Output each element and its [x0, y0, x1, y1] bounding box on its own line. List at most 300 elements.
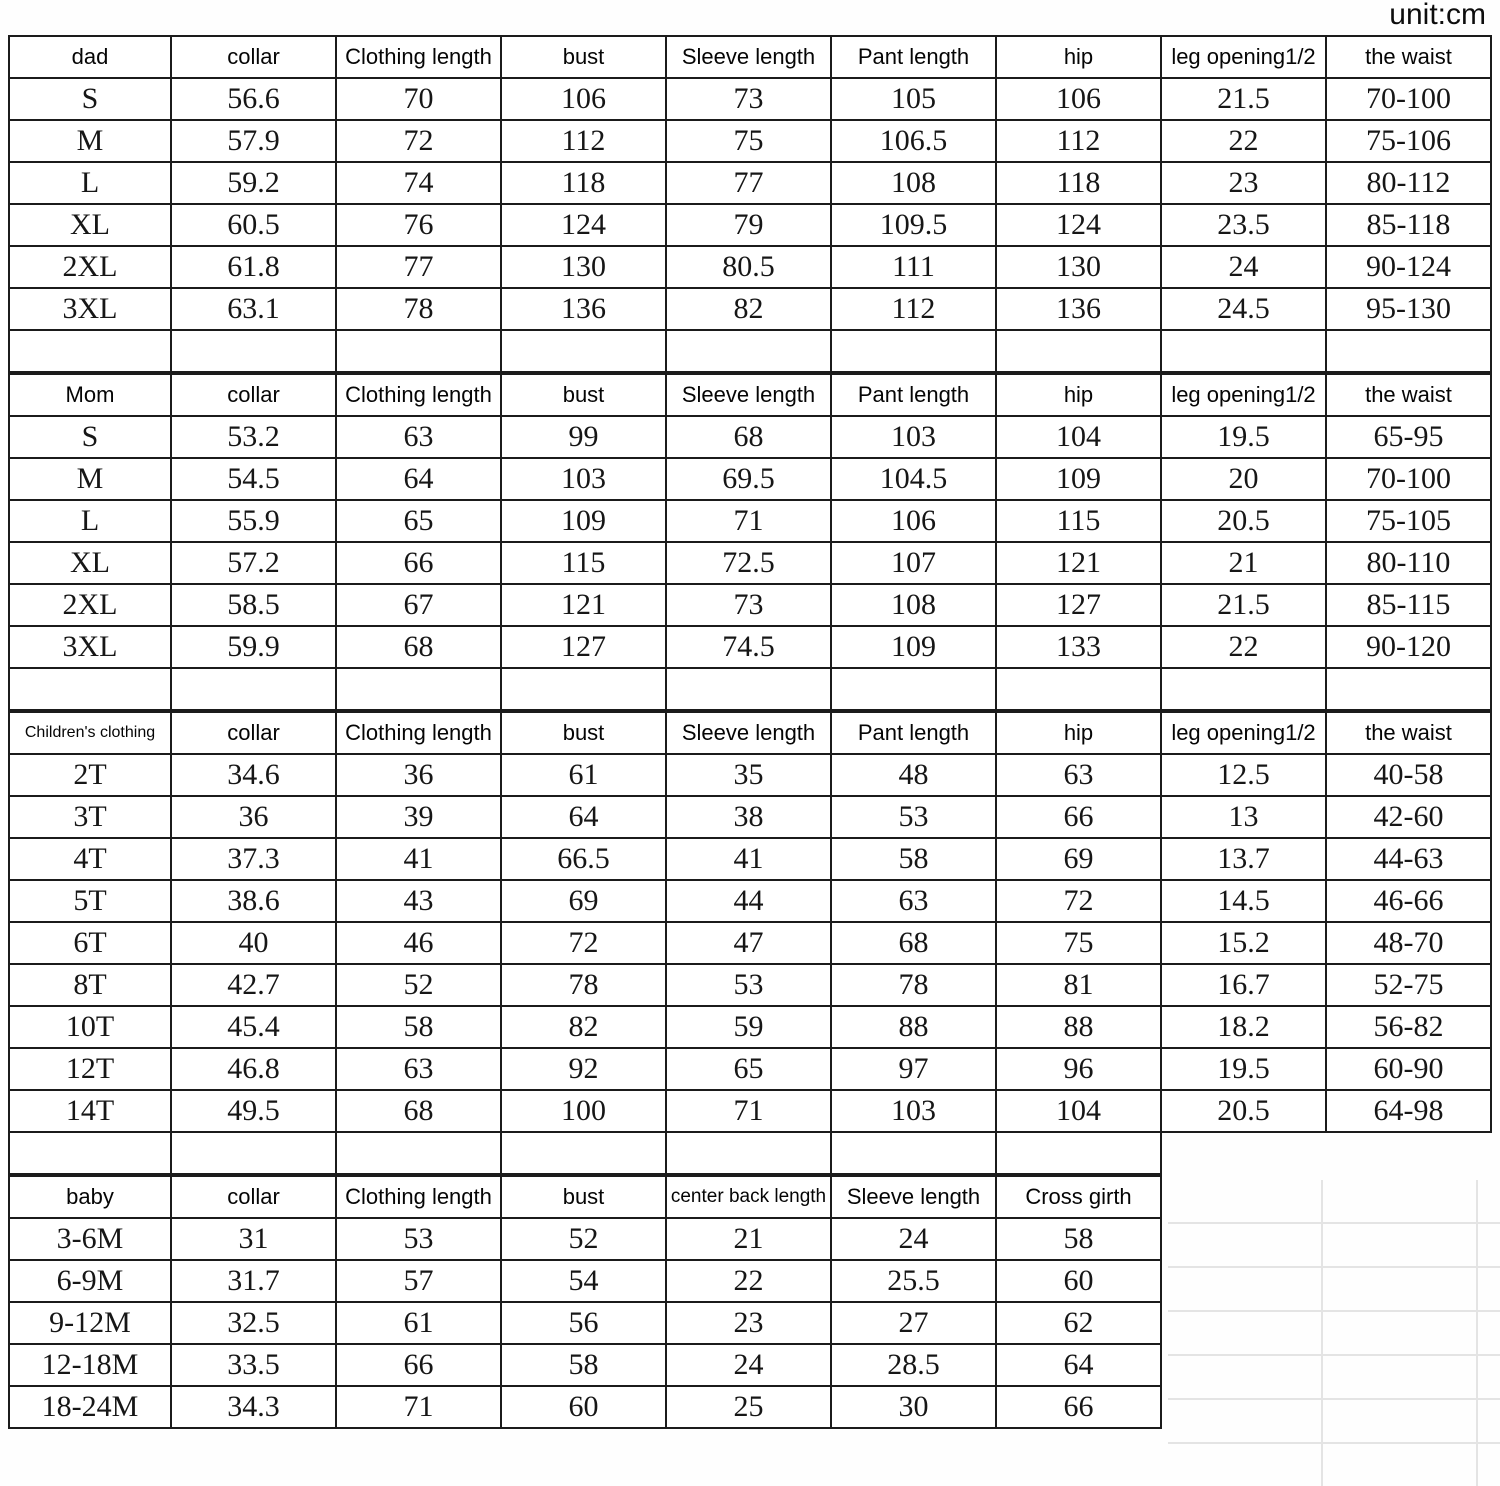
- value-cell: 57.2: [171, 542, 336, 584]
- value-cell: 40: [171, 922, 336, 964]
- value-cell: 104: [996, 1090, 1161, 1132]
- size-cell: XL: [9, 204, 171, 246]
- table-row: [9, 626, 1491, 668]
- spacer-cell: [666, 1132, 831, 1174]
- value-cell: 15.2: [1161, 922, 1326, 964]
- value-cell: 41: [336, 838, 501, 880]
- column-header: leg opening1/2: [1161, 712, 1326, 754]
- size-cell: L: [9, 162, 171, 204]
- value-cell: 80-112: [1326, 162, 1491, 204]
- value-cell: 53: [666, 964, 831, 1006]
- value-cell: 57: [336, 1260, 501, 1302]
- value-cell: 103: [501, 458, 666, 500]
- value-cell: 34.6: [171, 754, 336, 796]
- value-cell: 75: [996, 922, 1161, 964]
- value-cell: 115: [501, 542, 666, 584]
- size-cell: 18-24M: [9, 1386, 171, 1428]
- size-cell: 2T: [9, 754, 171, 796]
- spacer-cell: [171, 330, 336, 372]
- value-cell: 64: [501, 796, 666, 838]
- value-cell: 88: [996, 1006, 1161, 1048]
- value-cell: 70-100: [1326, 458, 1491, 500]
- value-cell: 41: [666, 838, 831, 880]
- value-cell: 99: [501, 416, 666, 458]
- value-cell: 38: [666, 796, 831, 838]
- value-cell: 56.6: [171, 78, 336, 120]
- value-cell: 82: [666, 288, 831, 330]
- value-cell: 77: [336, 246, 501, 288]
- spacer-cell: [9, 668, 171, 710]
- value-cell: 28.5: [831, 1344, 996, 1386]
- size-cell: 5T: [9, 880, 171, 922]
- value-cell: 39: [336, 796, 501, 838]
- value-cell: 37.3: [171, 838, 336, 880]
- spacer-cell: [336, 1132, 501, 1174]
- size-table-dad: [8, 35, 1492, 373]
- value-cell: 48: [831, 754, 996, 796]
- column-header: Clothing length: [336, 374, 501, 416]
- value-cell: 74: [336, 162, 501, 204]
- value-cell: 65: [666, 1048, 831, 1090]
- column-header: bust: [501, 36, 666, 78]
- value-cell: 52: [336, 964, 501, 1006]
- size-cell: L: [9, 500, 171, 542]
- value-cell: 115: [996, 500, 1161, 542]
- table-row: [9, 754, 1491, 796]
- value-cell: 46.8: [171, 1048, 336, 1090]
- column-header: Sleeve length: [831, 1176, 996, 1218]
- value-cell: 69.5: [666, 458, 831, 500]
- header-row-children: [9, 712, 1491, 754]
- size-cell: 12T: [9, 1048, 171, 1090]
- spacer-cell: [996, 330, 1161, 372]
- size-cell: 2XL: [9, 584, 171, 626]
- value-cell: 76: [336, 204, 501, 246]
- value-cell: 46-66: [1326, 880, 1491, 922]
- spacer-cell: [666, 668, 831, 710]
- value-cell: 109.5: [831, 204, 996, 246]
- spacer-cell: [9, 330, 171, 372]
- value-cell: 68: [831, 922, 996, 964]
- value-cell: 64: [336, 458, 501, 500]
- value-cell: 96: [996, 1048, 1161, 1090]
- value-cell: 27: [831, 1302, 996, 1344]
- value-cell: 63: [336, 1048, 501, 1090]
- size-cell: 3-6M: [9, 1218, 171, 1260]
- table-row: [9, 500, 1491, 542]
- spreadsheet-gridlines: [1168, 1180, 1500, 1486]
- value-cell: 69: [501, 880, 666, 922]
- header-row-baby: [9, 1176, 1161, 1218]
- value-cell: 124: [996, 204, 1161, 246]
- value-cell: 71: [336, 1386, 501, 1428]
- value-cell: 18.2: [1161, 1006, 1326, 1048]
- value-cell: 79: [666, 204, 831, 246]
- value-cell: 66: [336, 1344, 501, 1386]
- value-cell: 136: [501, 288, 666, 330]
- value-cell: 78: [501, 964, 666, 1006]
- value-cell: 81: [996, 964, 1161, 1006]
- value-cell: 77: [666, 162, 831, 204]
- value-cell: 20.5: [1161, 1090, 1326, 1132]
- value-cell: 31: [171, 1218, 336, 1260]
- value-cell: 64: [996, 1344, 1161, 1386]
- value-cell: 104: [996, 416, 1161, 458]
- value-cell: 52: [501, 1218, 666, 1260]
- value-cell: 78: [336, 288, 501, 330]
- value-cell: 47: [666, 922, 831, 964]
- value-cell: 71: [666, 1090, 831, 1132]
- value-cell: 19.5: [1161, 1048, 1326, 1090]
- value-cell: 42.7: [171, 964, 336, 1006]
- value-cell: 75: [666, 120, 831, 162]
- value-cell: 103: [831, 416, 996, 458]
- value-cell: 68: [336, 1090, 501, 1132]
- value-cell: 109: [501, 500, 666, 542]
- value-cell: 33.5: [171, 1344, 336, 1386]
- section-label-children: Children's clothing: [9, 712, 171, 754]
- column-header: Sleeve length: [666, 36, 831, 78]
- value-cell: 80-110: [1326, 542, 1491, 584]
- spacer-cell: [1326, 330, 1491, 372]
- spacer-cell: [501, 1132, 666, 1174]
- value-cell: 130: [996, 246, 1161, 288]
- value-cell: 112: [996, 120, 1161, 162]
- value-cell: 21.5: [1161, 78, 1326, 120]
- column-header: collar: [171, 712, 336, 754]
- value-cell: 53: [336, 1218, 501, 1260]
- size-cell: 2XL: [9, 246, 171, 288]
- size-table-baby: [8, 1175, 1162, 1429]
- value-cell: 54: [501, 1260, 666, 1302]
- spacer-cell: [501, 330, 666, 372]
- spacer-row: [9, 330, 1491, 372]
- value-cell: 24: [666, 1344, 831, 1386]
- table-row: [9, 838, 1491, 880]
- spacer-cell: [996, 668, 1161, 710]
- value-cell: 127: [996, 584, 1161, 626]
- value-cell: 66: [996, 796, 1161, 838]
- value-cell: 72: [996, 880, 1161, 922]
- value-cell: 48-70: [1326, 922, 1491, 964]
- column-header: Pant length: [831, 374, 996, 416]
- value-cell: 23.5: [1161, 204, 1326, 246]
- value-cell: 58: [501, 1344, 666, 1386]
- value-cell: 38.6: [171, 880, 336, 922]
- size-cell: M: [9, 120, 171, 162]
- value-cell: 40-58: [1326, 754, 1491, 796]
- column-header: hip: [996, 374, 1161, 416]
- column-header: the waist: [1326, 712, 1491, 754]
- value-cell: 44-63: [1326, 838, 1491, 880]
- value-cell: 22: [666, 1260, 831, 1302]
- value-cell: 12.5: [1161, 754, 1326, 796]
- size-cell: XL: [9, 542, 171, 584]
- value-cell: 14.5: [1161, 880, 1326, 922]
- size-cell: 14T: [9, 1090, 171, 1132]
- column-header: collar: [171, 36, 336, 78]
- value-cell: 124: [501, 204, 666, 246]
- value-cell: 133: [996, 626, 1161, 668]
- spacer-cell: [666, 330, 831, 372]
- spacer-row: [9, 668, 1491, 710]
- value-cell: 30: [831, 1386, 996, 1428]
- value-cell: 107: [831, 542, 996, 584]
- value-cell: 58: [831, 838, 996, 880]
- spacer-cell: [831, 1132, 996, 1174]
- value-cell: 20: [1161, 458, 1326, 500]
- size-cell: 10T: [9, 1006, 171, 1048]
- value-cell: 55.9: [171, 500, 336, 542]
- value-cell: 105: [831, 78, 996, 120]
- value-cell: 70-100: [1326, 78, 1491, 120]
- spacer-cell: [336, 330, 501, 372]
- value-cell: 24: [831, 1218, 996, 1260]
- value-cell: 72: [336, 120, 501, 162]
- value-cell: 97: [831, 1048, 996, 1090]
- value-cell: 109: [831, 626, 996, 668]
- value-cell: 44: [666, 880, 831, 922]
- value-cell: 136: [996, 288, 1161, 330]
- value-cell: 118: [996, 162, 1161, 204]
- column-header: the waist: [1326, 374, 1491, 416]
- spacer-cell: [1161, 668, 1326, 710]
- value-cell: 60.5: [171, 204, 336, 246]
- spacer-cell: [501, 668, 666, 710]
- value-cell: 73: [666, 584, 831, 626]
- value-cell: 73: [666, 78, 831, 120]
- column-header: bust: [501, 712, 666, 754]
- value-cell: 85-118: [1326, 204, 1491, 246]
- value-cell: 57.9: [171, 120, 336, 162]
- value-cell: 49.5: [171, 1090, 336, 1132]
- table-row: [9, 1386, 1161, 1428]
- table-row: [9, 584, 1491, 626]
- value-cell: 108: [831, 162, 996, 204]
- value-cell: 72: [501, 922, 666, 964]
- value-cell: 60: [501, 1386, 666, 1428]
- table-row: [9, 1344, 1161, 1386]
- size-cell: 6-9M: [9, 1260, 171, 1302]
- value-cell: 106: [996, 78, 1161, 120]
- value-cell: 100: [501, 1090, 666, 1132]
- table-row: [9, 78, 1491, 120]
- value-cell: 72.5: [666, 542, 831, 584]
- value-cell: 65-95: [1326, 416, 1491, 458]
- column-header: hip: [996, 36, 1161, 78]
- spacer-cell: [171, 668, 336, 710]
- spacer-cell: [831, 668, 996, 710]
- value-cell: 63: [336, 416, 501, 458]
- value-cell: 53: [831, 796, 996, 838]
- value-cell: 56: [501, 1302, 666, 1344]
- section-label-mom: Mom: [9, 374, 171, 416]
- value-cell: 90-124: [1326, 246, 1491, 288]
- size-cell: 3XL: [9, 288, 171, 330]
- value-cell: 23: [1161, 162, 1326, 204]
- value-cell: 109: [996, 458, 1161, 500]
- value-cell: 35: [666, 754, 831, 796]
- column-header: the waist: [1326, 36, 1491, 78]
- spacer-row: [9, 1132, 1491, 1174]
- value-cell: 75-105: [1326, 500, 1491, 542]
- size-cell: 6T: [9, 922, 171, 964]
- value-cell: 66: [336, 542, 501, 584]
- value-cell: 45.4: [171, 1006, 336, 1048]
- column-header: hip: [996, 712, 1161, 754]
- value-cell: 67: [336, 584, 501, 626]
- value-cell: 25.5: [831, 1260, 996, 1302]
- value-cell: 61.8: [171, 246, 336, 288]
- value-cell: 59: [666, 1006, 831, 1048]
- value-cell: 31.7: [171, 1260, 336, 1302]
- value-cell: 21: [666, 1218, 831, 1260]
- value-cell: 19.5: [1161, 416, 1326, 458]
- spacer-cell: [831, 330, 996, 372]
- size-cell: 12-18M: [9, 1344, 171, 1386]
- value-cell: 13: [1161, 796, 1326, 838]
- value-cell: 20.5: [1161, 500, 1326, 542]
- value-cell: 36: [336, 754, 501, 796]
- value-cell: 66.5: [501, 838, 666, 880]
- table-row: [9, 922, 1491, 964]
- table-row: [9, 964, 1491, 1006]
- section-label-dad: dad: [9, 36, 171, 78]
- size-cell: M: [9, 458, 171, 500]
- table-row: [9, 1048, 1491, 1090]
- value-cell: 112: [831, 288, 996, 330]
- value-cell: 24.5: [1161, 288, 1326, 330]
- column-header: bust: [501, 374, 666, 416]
- value-cell: 54.5: [171, 458, 336, 500]
- value-cell: 108: [831, 584, 996, 626]
- value-cell: 21: [1161, 542, 1326, 584]
- column-header: Cross girth: [996, 1176, 1161, 1218]
- value-cell: 61: [336, 1302, 501, 1344]
- value-cell: 85-115: [1326, 584, 1491, 626]
- size-cell: 3T: [9, 796, 171, 838]
- value-cell: 121: [501, 584, 666, 626]
- size-table-children: [8, 711, 1492, 1175]
- value-cell: 22: [1161, 626, 1326, 668]
- value-cell: 68: [336, 626, 501, 668]
- table-row: [9, 1006, 1491, 1048]
- value-cell: 127: [501, 626, 666, 668]
- value-cell: 34.3: [171, 1386, 336, 1428]
- value-cell: 58: [336, 1006, 501, 1048]
- column-header: collar: [171, 1176, 336, 1218]
- value-cell: 32.5: [171, 1302, 336, 1344]
- spacer-cell: [171, 1132, 336, 1174]
- value-cell: 80.5: [666, 246, 831, 288]
- value-cell: 112: [501, 120, 666, 162]
- value-cell: 43: [336, 880, 501, 922]
- value-cell: 118: [501, 162, 666, 204]
- value-cell: 90-120: [1326, 626, 1491, 668]
- header-row-mom: [9, 374, 1491, 416]
- value-cell: 56-82: [1326, 1006, 1491, 1048]
- value-cell: 88: [831, 1006, 996, 1048]
- column-header: Clothing length: [336, 712, 501, 754]
- spacer-cell: [336, 668, 501, 710]
- value-cell: 92: [501, 1048, 666, 1090]
- value-cell: 52-75: [1326, 964, 1491, 1006]
- value-cell: 78: [831, 964, 996, 1006]
- column-header: Clothing length: [336, 36, 501, 78]
- table-row: [9, 120, 1491, 162]
- size-table-mom: [8, 373, 1492, 711]
- value-cell: 42-60: [1326, 796, 1491, 838]
- value-cell: 70: [336, 78, 501, 120]
- table-row: [9, 1260, 1161, 1302]
- value-cell: 68: [666, 416, 831, 458]
- value-cell: 104.5: [831, 458, 996, 500]
- column-header: Clothing length: [336, 1176, 501, 1218]
- column-header: collar: [171, 374, 336, 416]
- value-cell: 106.5: [831, 120, 996, 162]
- table-row: [9, 458, 1491, 500]
- column-header: Pant length: [831, 36, 996, 78]
- value-cell: 23: [666, 1302, 831, 1344]
- spacer-cell: [996, 1132, 1161, 1174]
- table-row: [9, 246, 1491, 288]
- size-cell: S: [9, 416, 171, 458]
- table-row: [9, 1218, 1161, 1260]
- value-cell: 106: [831, 500, 996, 542]
- value-cell: 62: [996, 1302, 1161, 1344]
- value-cell: 74.5: [666, 626, 831, 668]
- table-row: [9, 542, 1491, 584]
- column-header: Sleeve length: [666, 712, 831, 754]
- table-row: [9, 880, 1491, 922]
- table-row: [9, 204, 1491, 246]
- value-cell: 63: [831, 880, 996, 922]
- table-row: [9, 796, 1491, 838]
- value-cell: 103: [831, 1090, 996, 1132]
- spacer-cell: [9, 1132, 171, 1174]
- value-cell: 59.2: [171, 162, 336, 204]
- header-row-dad: [9, 36, 1491, 78]
- value-cell: 59.9: [171, 626, 336, 668]
- size-cell: 3XL: [9, 626, 171, 668]
- column-header: bust: [501, 1176, 666, 1218]
- spacer-cell: [1161, 330, 1326, 372]
- value-cell: 36: [171, 796, 336, 838]
- column-header: Sleeve length: [666, 374, 831, 416]
- value-cell: 63: [996, 754, 1161, 796]
- size-cell: 4T: [9, 838, 171, 880]
- value-cell: 106: [501, 78, 666, 120]
- table-row: [9, 1090, 1491, 1132]
- value-cell: 16.7: [1161, 964, 1326, 1006]
- size-cell: 9-12M: [9, 1302, 171, 1344]
- size-cell: 8T: [9, 964, 171, 1006]
- value-cell: 53.2: [171, 416, 336, 458]
- value-cell: 111: [831, 246, 996, 288]
- value-cell: 46: [336, 922, 501, 964]
- value-cell: 69: [996, 838, 1161, 880]
- value-cell: 66: [996, 1386, 1161, 1428]
- value-cell: 63.1: [171, 288, 336, 330]
- value-cell: 60-90: [1326, 1048, 1491, 1090]
- table-row: [9, 288, 1491, 330]
- value-cell: 60: [996, 1260, 1161, 1302]
- value-cell: 71: [666, 500, 831, 542]
- value-cell: 95-130: [1326, 288, 1491, 330]
- size-cell: S: [9, 78, 171, 120]
- value-cell: 21.5: [1161, 584, 1326, 626]
- column-header: Pant length: [831, 712, 996, 754]
